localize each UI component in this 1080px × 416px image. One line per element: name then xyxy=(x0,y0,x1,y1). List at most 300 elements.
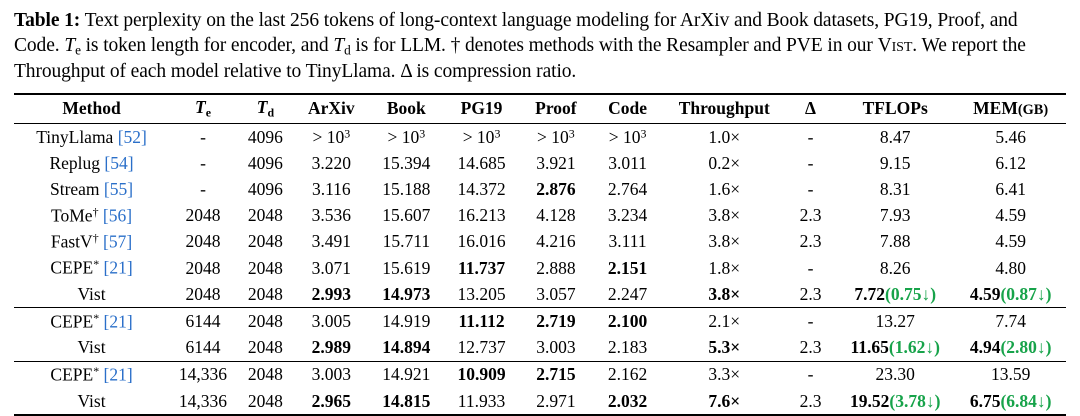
column-header-method: Method xyxy=(14,94,169,124)
table-row xyxy=(14,388,1066,415)
cell-code xyxy=(593,229,663,255)
cell-proof xyxy=(519,255,592,281)
cell-delta xyxy=(786,176,835,202)
citation-link[interactable]: [57] xyxy=(98,231,133,252)
cell-delta xyxy=(786,255,835,281)
value-book: 14.919 xyxy=(382,311,431,331)
table-row xyxy=(14,255,1066,281)
cell-arxiv xyxy=(294,308,369,335)
cell-throughput xyxy=(663,150,786,176)
value-delta: 2.3 xyxy=(799,390,822,411)
value-pg19: 16.016 xyxy=(457,231,506,252)
cell-pg19 xyxy=(444,123,519,150)
value-td: 2048 xyxy=(247,204,283,225)
value-tflops: 7.72 xyxy=(854,283,885,304)
value-throughput: 3.8× xyxy=(708,231,741,252)
cell-method xyxy=(14,388,169,415)
cell-book xyxy=(369,281,444,308)
cell-proof xyxy=(519,308,592,335)
value-code: 2.764 xyxy=(607,178,648,199)
value-book: 14.894 xyxy=(382,337,431,358)
cell-book xyxy=(369,150,444,176)
cell-mem xyxy=(955,281,1066,308)
value-te: 2048 xyxy=(185,257,221,278)
value-te: 2048 xyxy=(185,283,221,304)
cell-pg19 xyxy=(444,335,519,362)
value-arxiv: 2.993 xyxy=(311,283,351,304)
cell-code xyxy=(593,123,663,150)
cell-te xyxy=(169,388,237,415)
value-te: 6144 xyxy=(185,311,221,331)
value-arxiv: > $10^3$ xyxy=(312,126,351,147)
cell-mem xyxy=(955,308,1066,335)
value-td: 2048 xyxy=(247,283,283,304)
cell-code xyxy=(593,202,663,228)
method-name: Vist xyxy=(77,283,106,304)
table-row xyxy=(14,229,1066,255)
cell-code xyxy=(593,388,663,415)
cell-book xyxy=(369,308,444,335)
value-code: 3.234 xyxy=(607,204,648,225)
value-proof: 2.719 xyxy=(536,311,576,331)
cell-arxiv xyxy=(294,229,369,255)
cell-mem xyxy=(955,176,1066,202)
caption-td-sub: d xyxy=(344,43,351,59)
value-pg19: 13.205 xyxy=(457,283,506,304)
cell-tflops xyxy=(835,150,955,176)
cell-arxiv xyxy=(294,176,369,202)
cell-method xyxy=(14,308,169,335)
value-tflops: 9.15 xyxy=(879,152,911,173)
value-pg19: 11.933 xyxy=(457,390,506,411)
value-td: 2048 xyxy=(247,257,283,278)
cell-pg19 xyxy=(444,202,519,228)
value-book: > $10^3$ xyxy=(387,126,426,147)
value-tflops: 19.52 xyxy=(850,390,890,411)
cell-delta xyxy=(786,150,835,176)
table-header xyxy=(14,94,1066,124)
dagger-marker: † xyxy=(92,204,99,219)
value-throughput: 0.2× xyxy=(708,152,741,173)
value-delta: 2.3 xyxy=(799,231,822,252)
value-mem: 4.94 xyxy=(969,337,1001,358)
star-marker: * xyxy=(93,310,100,325)
value-code: 3.011 xyxy=(608,152,647,173)
cell-method xyxy=(14,361,169,388)
method-name: CEPE xyxy=(50,311,94,332)
header-row xyxy=(14,94,1066,124)
column-header-td: $T_d$ xyxy=(237,94,294,124)
cell-td xyxy=(237,308,294,335)
tflops-reduction-note: (3.78↓) xyxy=(889,390,941,411)
value-mem: 6.75 xyxy=(969,390,1001,411)
mem-reduction-note: (2.80↓) xyxy=(1000,337,1052,358)
cell-delta xyxy=(786,123,835,150)
value-td: 2048 xyxy=(247,311,283,331)
value-proof: 3.003 xyxy=(536,337,576,358)
value-mem: 4.59 xyxy=(995,204,1026,225)
value-pg19: 12.737 xyxy=(457,337,506,358)
cell-tflops xyxy=(835,176,955,202)
column-header-proof: Proof xyxy=(519,94,592,124)
cell-td xyxy=(237,150,294,176)
cell-pg19 xyxy=(444,229,519,255)
cell-proof xyxy=(519,202,592,228)
cell-method xyxy=(14,202,169,228)
cell-tflops xyxy=(835,308,955,335)
cell-delta xyxy=(786,229,835,255)
table-row xyxy=(14,202,1066,228)
value-throughput: 3.3× xyxy=(708,364,741,385)
method-name: Stream xyxy=(49,178,100,199)
value-pg19: 11.112 xyxy=(458,311,505,331)
cell-throughput xyxy=(663,123,786,150)
value-book: 14.921 xyxy=(382,364,431,385)
caption-text-4: . We report the Throughput of each model relative to TinyLlama. xyxy=(14,35,1026,83)
value-tflops: 7.93 xyxy=(879,204,911,225)
value-code: > $10^3$ xyxy=(608,126,647,147)
cell-arxiv xyxy=(294,150,369,176)
dagger-marker: † xyxy=(92,231,99,246)
citation-link[interactable]: [56] xyxy=(98,205,133,226)
value-mem: 13.59 xyxy=(990,364,1031,385)
citation-link[interactable]: [21] xyxy=(99,364,133,385)
cell-arxiv xyxy=(294,123,369,150)
table-row xyxy=(14,150,1066,176)
value-td: 4096 xyxy=(247,126,283,147)
method-name: FastV xyxy=(50,231,93,252)
caption-text-3: is for LLM. † denotes methods with the Resampler and PVE in our xyxy=(350,35,878,57)
method-name: TinyLlama xyxy=(36,126,114,147)
method-name: CEPE xyxy=(50,257,94,278)
method-name: ToMe xyxy=(51,205,93,226)
cell-te xyxy=(169,150,237,176)
value-arxiv: 3.220 xyxy=(311,152,351,173)
cell-td xyxy=(237,281,294,308)
cell-arxiv xyxy=(294,281,369,308)
results-table xyxy=(14,93,1066,416)
cell-book xyxy=(369,229,444,255)
cell-method xyxy=(14,335,169,362)
value-proof: 2.888 xyxy=(536,257,576,278)
caption-vist-name: Vist xyxy=(877,35,913,57)
cell-te xyxy=(169,255,237,281)
cell-throughput xyxy=(663,388,786,415)
mem-reduction-note: (0.87↓) xyxy=(1000,283,1052,304)
value-delta: - xyxy=(807,178,814,199)
value-book: 15.607 xyxy=(382,204,431,225)
table-row xyxy=(14,176,1066,202)
cell-book xyxy=(369,176,444,202)
cell-te xyxy=(169,308,237,335)
column-header-pg19: PG19 xyxy=(444,94,519,124)
column-header-code: Code xyxy=(593,94,663,124)
value-proof: 2.715 xyxy=(536,364,576,385)
value-code: 3.111 xyxy=(608,231,647,252)
value-delta: - xyxy=(807,257,814,278)
value-pg19: 16.213 xyxy=(457,204,506,225)
value-proof: 3.057 xyxy=(536,283,576,304)
cell-te xyxy=(169,335,237,362)
cell-book xyxy=(369,388,444,415)
cell-proof xyxy=(519,176,592,202)
caption-te-symbol: T xyxy=(64,35,76,57)
cell-pg19 xyxy=(444,150,519,176)
value-delta: 2.3 xyxy=(799,204,822,225)
caption-label: Table 1: xyxy=(14,10,81,31)
value-te: - xyxy=(200,126,206,147)
value-code: 2.151 xyxy=(607,257,648,278)
cell-arxiv xyxy=(294,361,369,388)
caption-te-sub: e xyxy=(75,43,81,59)
value-mem: 4.80 xyxy=(995,257,1026,278)
cell-proof xyxy=(519,123,592,150)
value-pg19: 10.909 xyxy=(457,364,506,385)
cell-proof xyxy=(519,335,592,362)
cell-arxiv xyxy=(294,202,369,228)
value-code: 2.162 xyxy=(607,364,648,385)
value-code: 2.247 xyxy=(607,283,648,304)
value-throughput: 3.8× xyxy=(708,204,741,225)
value-arxiv: 3.536 xyxy=(311,204,351,225)
value-mem: 4.59 xyxy=(995,231,1026,252)
cell-throughput xyxy=(663,281,786,308)
cell-td xyxy=(237,229,294,255)
cell-te xyxy=(169,123,237,150)
caption-td-symbol: T xyxy=(333,35,345,57)
value-proof: > $10^3$ xyxy=(537,126,575,147)
value-arxiv: 3.491 xyxy=(311,231,351,252)
value-td: 4096 xyxy=(247,152,283,173)
cell-method xyxy=(14,123,169,150)
column-header-throughput: Throughput xyxy=(663,94,786,124)
citation-link[interactable]: [55] xyxy=(99,178,134,199)
cell-code xyxy=(593,176,663,202)
cell-delta xyxy=(786,388,835,415)
value-mem: 5.46 xyxy=(995,126,1026,147)
cell-throughput xyxy=(663,202,786,228)
cell-arxiv xyxy=(294,388,369,415)
cell-proof xyxy=(519,150,592,176)
cell-pg19 xyxy=(444,255,519,281)
method-name: Vist xyxy=(77,337,106,358)
value-proof: 3.921 xyxy=(536,152,576,173)
cell-code xyxy=(593,308,663,335)
cell-td xyxy=(237,123,294,150)
value-book: 14.815 xyxy=(382,390,431,411)
value-tflops: 8.31 xyxy=(879,178,911,199)
cell-te xyxy=(169,176,237,202)
value-arxiv: 3.003 xyxy=(311,364,351,385)
citation-link[interactable]: [21] xyxy=(99,311,133,332)
cell-mem xyxy=(955,388,1066,415)
cell-mem xyxy=(955,361,1066,388)
cell-tflops xyxy=(835,255,955,281)
cell-proof xyxy=(519,229,592,255)
method-name: Replug xyxy=(49,152,101,173)
cell-code xyxy=(593,335,663,362)
table-caption xyxy=(14,8,1066,85)
cell-proof xyxy=(519,361,592,388)
caption-text-5: is compression ratio. xyxy=(411,61,577,83)
cell-pg19 xyxy=(444,308,519,335)
column-header-mem: MEM(GB) xyxy=(955,94,1066,124)
cell-pg19 xyxy=(444,388,519,415)
cell-tflops xyxy=(835,123,955,150)
cell-method xyxy=(14,176,169,202)
cell-td xyxy=(237,255,294,281)
cell-mem xyxy=(955,255,1066,281)
value-book: 15.394 xyxy=(382,152,431,173)
value-book: 15.619 xyxy=(382,257,431,278)
citation-link[interactable]: [54] xyxy=(100,152,134,173)
cell-code xyxy=(593,150,663,176)
cell-book xyxy=(369,335,444,362)
cell-td xyxy=(237,335,294,362)
value-delta: - xyxy=(807,364,814,385)
cell-throughput xyxy=(663,229,786,255)
cell-mem xyxy=(955,123,1066,150)
value-arxiv: 3.116 xyxy=(311,178,351,199)
value-te: 14,336 xyxy=(178,364,228,385)
value-code: 2.100 xyxy=(607,311,648,331)
value-mem: 6.41 xyxy=(995,178,1026,199)
value-td: 2048 xyxy=(247,390,283,411)
cell-code xyxy=(593,361,663,388)
table-row xyxy=(14,308,1066,335)
cell-method xyxy=(14,281,169,308)
tflops-reduction-note: (1.62↓) xyxy=(888,337,940,358)
cell-proof xyxy=(519,388,592,415)
citation-link[interactable]: [52] xyxy=(113,126,147,147)
table-row xyxy=(14,281,1066,308)
cell-te xyxy=(169,361,237,388)
star-marker: * xyxy=(93,364,100,379)
cell-pg19 xyxy=(444,281,519,308)
value-code: 2.032 xyxy=(607,390,648,411)
cell-book xyxy=(369,361,444,388)
value-proof: 2.876 xyxy=(536,178,576,199)
method-name: CEPE xyxy=(50,364,94,385)
cell-tflops xyxy=(835,281,955,308)
value-proof: 2.971 xyxy=(536,390,576,411)
cell-te xyxy=(169,202,237,228)
table-row xyxy=(14,123,1066,150)
value-throughput: 1.8× xyxy=(708,257,741,278)
value-code: 2.183 xyxy=(607,337,648,358)
value-pg19: 14.685 xyxy=(457,152,506,173)
value-mem: 7.74 xyxy=(995,311,1026,331)
column-header-arxiv: ArXiv xyxy=(294,94,369,124)
column-header-tflops: TFLOPs xyxy=(835,94,955,124)
cell-tflops xyxy=(835,202,955,228)
value-tflops: 13.27 xyxy=(875,311,915,331)
column-header-delta: Δ xyxy=(786,94,835,124)
column-header-book: Book xyxy=(369,94,444,124)
value-delta: - xyxy=(807,152,814,173)
cell-throughput xyxy=(663,361,786,388)
cell-delta xyxy=(786,202,835,228)
value-throughput: 1.6× xyxy=(708,178,741,199)
caption-text-2: is token length for encoder, and xyxy=(80,35,334,57)
value-te: 6144 xyxy=(185,337,221,358)
cell-book xyxy=(369,255,444,281)
cell-tflops xyxy=(835,388,955,415)
cell-book xyxy=(369,123,444,150)
value-delta: - xyxy=(807,126,814,147)
value-pg19: 11.737 xyxy=(457,257,506,278)
cell-mem xyxy=(955,229,1066,255)
value-arxiv: 2.989 xyxy=(311,337,351,358)
value-book: 15.711 xyxy=(382,231,431,252)
cell-te xyxy=(169,229,237,255)
cell-pg19 xyxy=(444,176,519,202)
value-td: 4096 xyxy=(247,178,283,199)
value-delta: 2.3 xyxy=(799,283,822,304)
value-td: 2048 xyxy=(247,364,283,385)
cell-book xyxy=(369,202,444,228)
value-td: 2048 xyxy=(247,231,283,252)
cell-delta xyxy=(786,361,835,388)
cell-proof xyxy=(519,281,592,308)
cell-throughput xyxy=(663,255,786,281)
value-te: 2048 xyxy=(185,204,221,225)
caption-text-1: Text perplexity on the last 256 tokens of long-context language modeling for ArXiv and Book datasets, PG19, Proof, and Code. xyxy=(14,10,1018,57)
cell-pg19 xyxy=(444,361,519,388)
value-pg19: > $10^3$ xyxy=(462,126,501,147)
cell-td xyxy=(237,202,294,228)
table-row xyxy=(14,335,1066,362)
cell-method xyxy=(14,150,169,176)
cell-td xyxy=(237,176,294,202)
cell-delta xyxy=(786,281,835,308)
cell-throughput xyxy=(663,176,786,202)
cell-throughput xyxy=(663,308,786,335)
value-tflops: 23.30 xyxy=(875,364,915,385)
table-body xyxy=(14,123,1066,415)
table-row xyxy=(14,361,1066,388)
citation-link[interactable]: [21] xyxy=(99,257,133,278)
cell-td xyxy=(237,388,294,415)
mem-reduction-note: (6.84↓) xyxy=(1000,390,1052,411)
value-pg19: 14.372 xyxy=(457,178,506,199)
value-td: 2048 xyxy=(247,337,283,358)
value-throughput: 2.1× xyxy=(708,311,741,331)
cell-te xyxy=(169,281,237,308)
value-mem: 6.12 xyxy=(995,152,1026,173)
cell-method xyxy=(14,255,169,281)
cell-throughput xyxy=(663,335,786,362)
value-arxiv: 2.965 xyxy=(311,390,351,411)
cell-method xyxy=(14,229,169,255)
value-te: - xyxy=(200,178,206,199)
cell-mem xyxy=(955,202,1066,228)
value-tflops: 8.47 xyxy=(879,126,911,147)
value-mem: 4.59 xyxy=(969,283,1001,304)
value-book: 14.973 xyxy=(382,283,431,304)
cell-arxiv xyxy=(294,255,369,281)
tflops-reduction-note: (0.75↓) xyxy=(885,283,937,304)
cell-tflops xyxy=(835,335,955,362)
cell-tflops xyxy=(835,361,955,388)
value-delta: 2.3 xyxy=(799,337,822,358)
value-tflops: 7.88 xyxy=(879,231,911,252)
star-marker: * xyxy=(93,257,100,272)
cell-delta xyxy=(786,308,835,335)
value-tflops: 11.65 xyxy=(850,337,889,358)
value-throughput: 7.6× xyxy=(708,390,741,411)
cell-mem xyxy=(955,335,1066,362)
